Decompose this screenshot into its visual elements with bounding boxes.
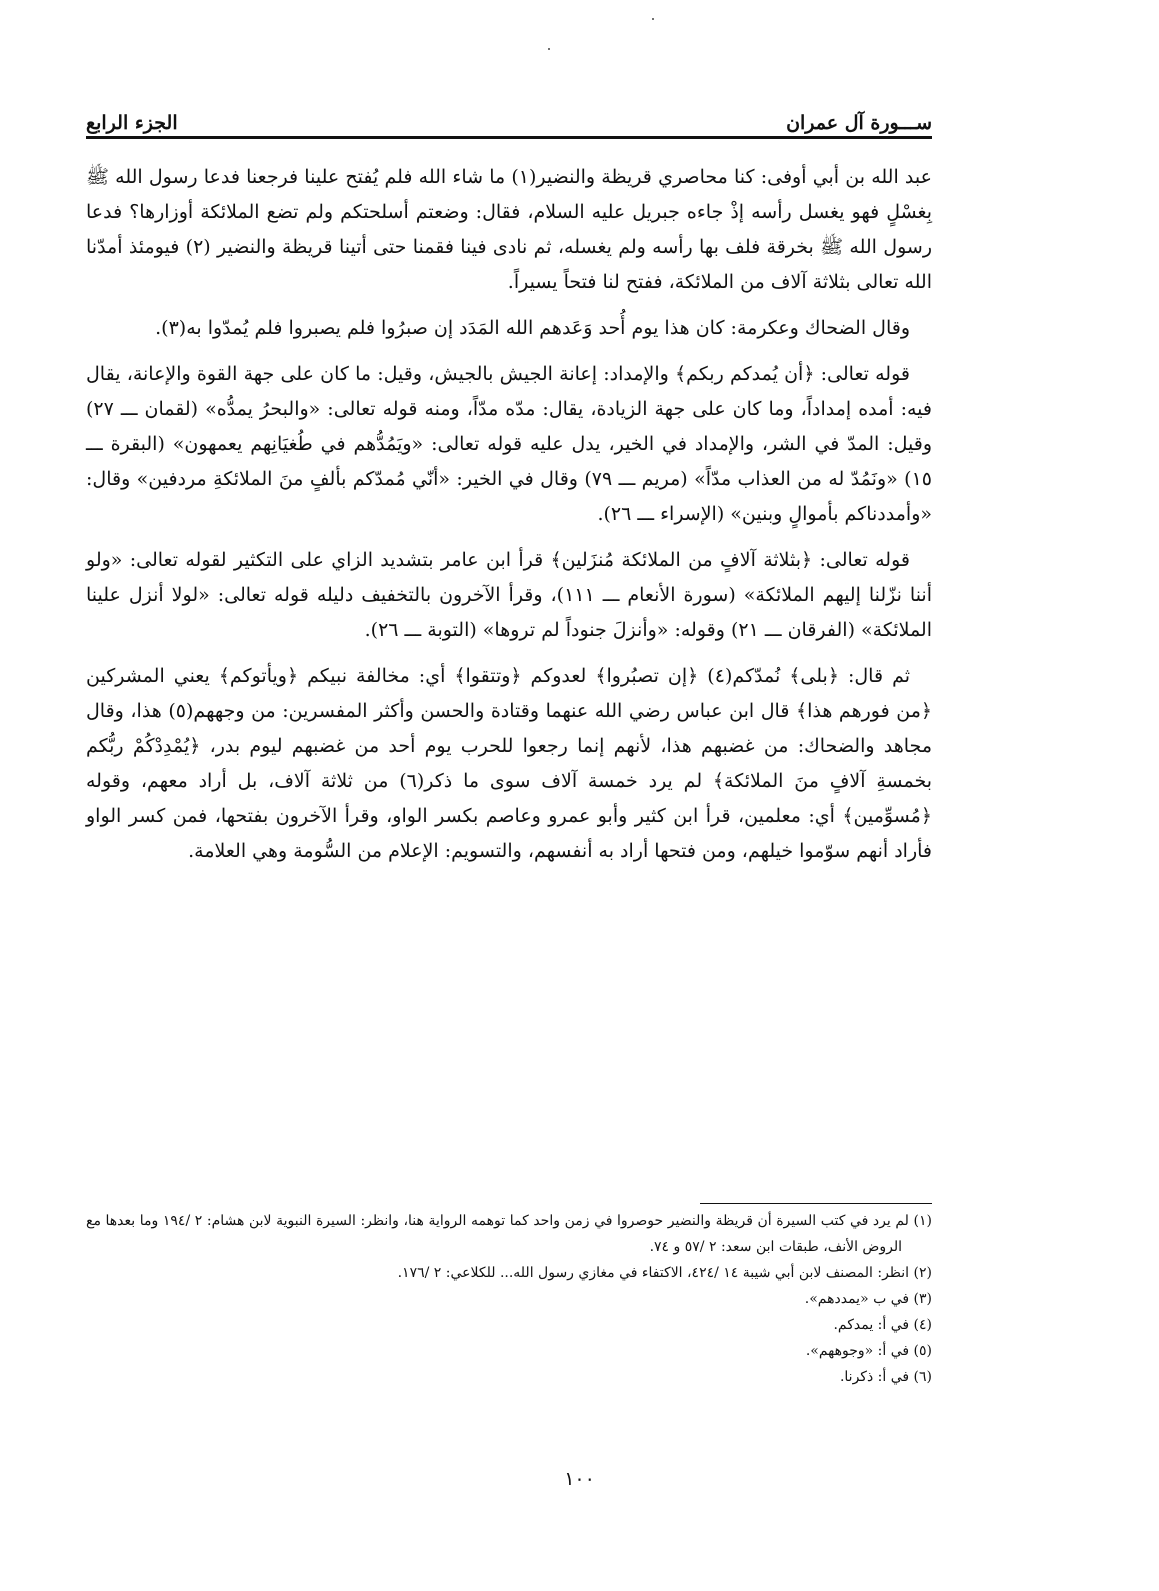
- footnote-4: (٤) في أ: يمدكم.: [833, 1317, 932, 1333]
- footnote-1: (١) لم يرد في كتب السيرة أن قريظة والنضير حوصروا في زمن واحد كما توهمه الرواية هنا، وانظر: السيرة النبوية لابن هشام: ٢ /١٩٤ وما بعدها مع الروض الأنف، طبقات ابن سعد: ٢ /٥٧ و ٧٤.: [86, 1213, 932, 1255]
- main-text: [86, 160, 932, 880]
- paragraph-2: وقال الضحاك وعكرمة: كان هذا يوم أُحد وَعَدهم الله المَدَد إن صبرُوا فلم يصبروا فلم يُمدّوا به(٣).: [155, 317, 910, 339]
- scan-speck: [548, 48, 550, 50]
- footnotes: [86, 1208, 932, 1390]
- footnote-3: (٣) في ب «يمددهم».: [804, 1291, 932, 1307]
- paragraph-4: قوله تعالى: ﴿بثلاثة آلافٍ من الملائكة مُنزَلين﴾ قرأ ابن عامر بتشديد الزاي على التكثير لقوله تعالى: «ولو أننا نزّلنا إليهم الملائكة» (سورة الأنعام ـــ ١١١)، وقرأ الآخرون بالتخفيف دليله قوله تعالى: «لولا أنزل علينا الملائكة» (الفرقان ـــ ٢١) وقوله: «وأنزلَ جنوداً لم تروها» (التوبة ـــ ٢٦).: [86, 549, 932, 641]
- surah-title: ســـورة آل عمران: [786, 112, 932, 134]
- footnote-rule: [700, 1203, 932, 1204]
- header-rule: [86, 136, 932, 139]
- page-number: ١٠٠: [564, 1468, 595, 1490]
- running-header: [86, 98, 932, 134]
- scan-speck: [652, 18, 654, 20]
- paragraph-3: قوله تعالى: ﴿أن يُمدكم ربكم﴾ والإمداد: إعانة الجيش بالجيش، وقيل: ما كان على جهة القوة والإعانة، يقال فيه: أمده إمداداً، وما كان على جهة الزيادة، يقال: مدّه مدّاً، ومنه قوله تعالى: «والبحرُ يمدُّه» (لقمان ـــ ٢٧) وقيل: المدّ في الشر، والإمداد في الخير، يدل عليه قوله تعالى: «ويَمُدُّهم في طُغيَانِهم يعمهون» (البقرة ـــ ١٥) «ونَمُدّ له من العذاب مدّاً» (مريم ـــ ٧٩) وقال في الخير: «أنّي مُمدّكم بألفٍ منَ الملائكةِ مردفين» وقال: «وأمددناكم بأموالٍ وبنين» (الإسراء ـــ ٢٦).: [86, 363, 932, 525]
- footnote-5: (٥) في أ: «وجوههم».: [805, 1343, 932, 1359]
- footnote-2: (٢) انظر: المصنف لابن أبي شيبة ١٤ /٤٢٤، الاكتفاء في مغازي رسول الله... للكلاعي: ٢ /١٧٦.: [397, 1265, 932, 1281]
- volume-title: الجزء الرابع: [86, 112, 178, 134]
- footnote-6: (٦) في أ: ذكرنا.: [839, 1369, 932, 1385]
- paragraph-5: ثم قال: ﴿بلى﴾ نُمدّكم(٤) ﴿إن تصبُروا﴾ لعدوكم ﴿وتتقوا﴾ أي: مخالفة نبيكم ﴿ويأتوكم﴾ يعني المشركين ﴿من فورهم هذا﴾ قال ابن عباس رضي الله عنهما وقتادة والحسن وأكثر المفسرين: من وجههم(٥) هذا، وقال مجاهد والضحاك: من غضبهم هذا، لأنهم إنما رجعوا للحرب يوم أحد من غضبهم ليوم بدر، ﴿يُمْدِدْكُمْ ربُّكم بخمسةِ آلافٍ منَ الملائكة﴾ لم يرد خمسة آلاف سوى ما ذكر(٦) من ثلاثة آلاف، بل أراد معهم، وقوله ﴿مُسوِّمين﴾ أي: معلمين، قرأ ابن كثير وأبو عمرو وعاصم بكسر الواو، وقرأ الآخرون بفتحها، فمن كسر الواو فأراد أنهم سوّموا خيلهم، ومن فتحها أراد به أنفسهم، والتسويم: الإعلام من السُّومة وهي العلامة.: [86, 665, 932, 862]
- paragraph-1: عبد الله بن أبي أوفى: كنا محاصري قريظة والنضير(١) ما شاء الله فلم يُفتح علينا فرجعنا فدعا رسول الله ﷺ بِغسْلٍ فهو يغسل رأسه إذْ جاءه جبريل عليه السلام، فقال: وضعتم أسلحتكم ولم تضع الملائكة أوزارها؟ فدعا رسول الله ﷺ بخرقة فلف بها رأسه ولم يغسله، ثم نادى فينا فقمنا حتى أتينا قريظة والنضير (٢) فيومئذ أمدّنا الله تعالى بثلاثة آلاف من الملائكة، ففتح لنا فتحاً يسيراً.: [86, 166, 932, 293]
